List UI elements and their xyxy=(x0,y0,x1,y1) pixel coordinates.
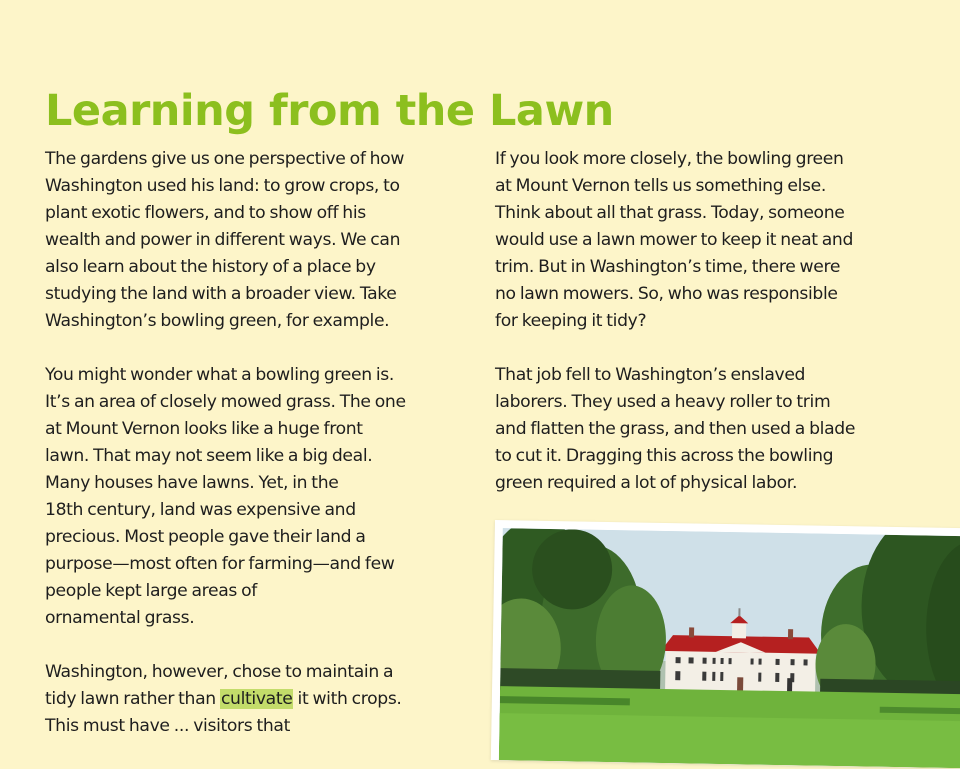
text-line: lawn. That may not seem like a big deal. xyxy=(45,446,373,466)
photo-image xyxy=(499,528,960,768)
text-line: to cut it. Dragging this across the bowling xyxy=(495,446,834,466)
text-line: also learn about the history of a place by xyxy=(45,257,376,277)
highlighted-vocabulary-word[interactable]: cultivate xyxy=(220,689,293,709)
text-line: and flatten the grass, and then used a blade xyxy=(495,419,856,439)
text-line: Washington used his land: to grow crops, to xyxy=(45,176,400,196)
mount-vernon-illustration xyxy=(499,528,960,768)
text-segment: tidy lawn rather than xyxy=(45,689,220,709)
text-line: You might wonder what a bowling green is. xyxy=(45,365,395,385)
paragraph-tidy-lawn xyxy=(45,659,485,740)
text-segment: it with crops. xyxy=(293,689,402,709)
text-line: at Mount Vernon looks like a huge front xyxy=(45,419,363,439)
text-line: Washington, however, chose to maintain a xyxy=(45,662,394,682)
text-line: Many houses have lawns. Yet, in the xyxy=(45,473,339,493)
text-line: laborers. They used a heavy roller to trim xyxy=(495,392,831,412)
text-line: studying the land with a broader view. Take xyxy=(45,284,397,304)
text-line: would use a lawn mower to keep it neat and xyxy=(495,230,854,250)
text-line: purpose—most often for farming—and few xyxy=(45,554,395,574)
left-column xyxy=(45,146,485,767)
paragraph-look-closely xyxy=(495,146,935,335)
text-line-clipped: This must have ... visitors that xyxy=(45,716,290,736)
text-line: It’s an area of closely mowed grass. The one xyxy=(45,392,406,412)
page-title: Learning from the Lawn xyxy=(45,86,614,136)
text-line: If you look more closely, the bowling green xyxy=(495,149,844,169)
text-line: people kept large areas of xyxy=(45,581,257,601)
paragraph-bowling-green-definition xyxy=(45,362,485,632)
text-line: That job fell to Washington’s enslaved xyxy=(495,365,806,385)
text-line: precious. Most people gave their land a xyxy=(45,527,366,547)
right-column xyxy=(495,146,935,524)
text-line: trim. But in Washington’s time, there were xyxy=(495,257,841,277)
text-line: 18th century, land was expensive and xyxy=(45,500,356,520)
text-line: Think about all that grass. Today, someone xyxy=(495,203,845,223)
text-line: plant exotic flowers, and to show off his xyxy=(45,203,366,223)
text-line: for keeping it tidy? xyxy=(495,311,647,331)
text-line: wealth and power in different ways. We can xyxy=(45,230,401,250)
text-line: ornamental grass. xyxy=(45,608,195,628)
text-line: no lawn mowers. So, who was responsible xyxy=(495,284,838,304)
text-line: The gardens give us one perspective of how xyxy=(45,149,405,169)
text-line: at Mount Vernon tells us something else. xyxy=(495,176,826,196)
text-line: green required a lot of physical labor. xyxy=(495,473,798,493)
paragraph-enslaved-laborers xyxy=(495,362,935,497)
photo-mount-vernon-bowling-green xyxy=(491,520,960,769)
paragraph-gardens-perspective xyxy=(45,146,485,335)
text-line xyxy=(45,686,485,713)
text-line: Washington’s bowling green, for example. xyxy=(45,311,390,331)
